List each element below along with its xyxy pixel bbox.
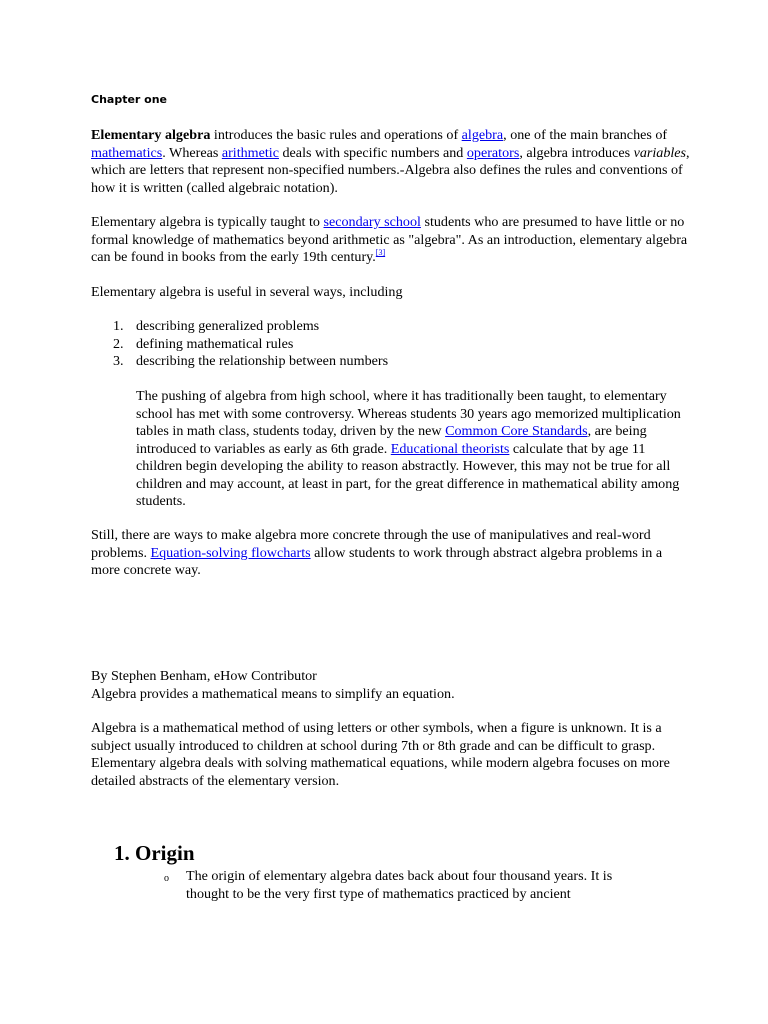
link-arithmetic[interactable]: arithmetic	[221, 144, 279, 161]
intro-text-2: , one of the main branches of	[503, 127, 668, 143]
link-common-core-standards[interactable]: Common Core Standards	[445, 423, 588, 439]
list-item	[91, 318, 691, 336]
uses-list	[91, 318, 691, 371]
list-item	[91, 336, 691, 354]
intro-text-6: , which are letters that represent non-specified numbers.-Algebra also defines the rules and conventions of how it is written (called algebraic notation).	[91, 144, 690, 196]
list-number: 3.	[113, 353, 124, 369]
link-algebra[interactable]: algebra	[461, 127, 504, 143]
list-item-text: defining mathematical rules	[136, 335, 294, 352]
list-item	[91, 353, 691, 371]
intro-text-4: deals with specific numbers and	[278, 144, 467, 161]
byline-summary: Algebra provides a mathematical means to simplify an equation.	[91, 686, 455, 702]
still-text-1: Still, there are ways to make algebra more concrete through the use of manipulatives and real-word problems.	[91, 527, 651, 561]
list-item-text: describing generalized problems	[136, 318, 320, 334]
intro-text-3: . Whereas	[162, 144, 222, 161]
link-mathematics[interactable]: mathematics	[91, 144, 163, 161]
list-number: 1.	[113, 318, 124, 334]
bullet-marker: o	[164, 873, 169, 884]
term-elementary-algebra: Elementary algebra	[91, 127, 211, 143]
method-paragraph: Algebra is a mathematical method of using letters or other symbols, when a figure is unknown. It is a subject usually introduced to children at school during 7th or 8th grade and can be difficult to grasp. Elementary algebra deals with solving mathematical equations, while modern algebra focuses on more detailed abstracts of the elementary version.	[91, 720, 670, 789]
link-operators[interactable]: operators	[466, 144, 520, 161]
pushing-text-1: The pushing of algebra from high school, where it has traditionally been taught, to elementary school has met with some controversy. Whereas students 30 years ago memorized multiplication tables in math class, students today, driven by the new	[136, 388, 681, 439]
link-equation-solving-flowcharts[interactable]: Equation-solving flowcharts	[150, 544, 311, 561]
intro-paragraph	[91, 127, 691, 197]
link-educational-theorists[interactable]: Educational theorists	[390, 440, 510, 457]
intro-text-5: , algebra introduces	[519, 144, 634, 161]
secondary-text-1: Elementary algebra is typically taught to	[91, 214, 324, 230]
origin-paragraph: The origin of elementary algebra dates back about four thousand years. It is thought to be the very first type of mathematics practiced by ancient	[186, 868, 613, 902]
chapter-title: Chapter one	[91, 93, 168, 106]
secondary-text-2: students who are presumed to have little or no formal knowledge of mathematics beyond arithmetic as "algebra". As an introduction, elementary algebra can be found in books from the early 19th century.	[91, 214, 688, 265]
reference-link-3[interactable]: [3]	[375, 248, 386, 257]
pushing-paragraph	[136, 388, 681, 511]
useful-paragraph: Elementary algebra is useful in several ways, including	[91, 284, 403, 300]
still-paragraph	[91, 527, 691, 580]
byline-author: By Stephen Benham, eHow Contributor	[91, 668, 317, 684]
secondary-school-paragraph	[91, 214, 691, 267]
still-text-2: allow students to work through abstract algebra problems in a more concrete way.	[91, 544, 663, 578]
link-secondary-school[interactable]: secondary school	[323, 214, 421, 230]
origin-heading: 1. Origin	[114, 841, 195, 865]
list-number: 2.	[113, 335, 124, 352]
intro-text-1: introduces the basic rules and operations of	[210, 127, 462, 143]
pushing-text-3: calculate that by age 11 children begin developing the ability to reason abstractly. However, this may not be true for all children and may account, at least in part, for the great difference in mathematical ability among students.	[136, 440, 680, 509]
em-variables: variables	[633, 144, 687, 161]
pushing-text-2: , are being introduced to variables as early as 6th grade.	[136, 423, 647, 457]
list-item-text: describing the relationship between numbers	[136, 353, 389, 369]
